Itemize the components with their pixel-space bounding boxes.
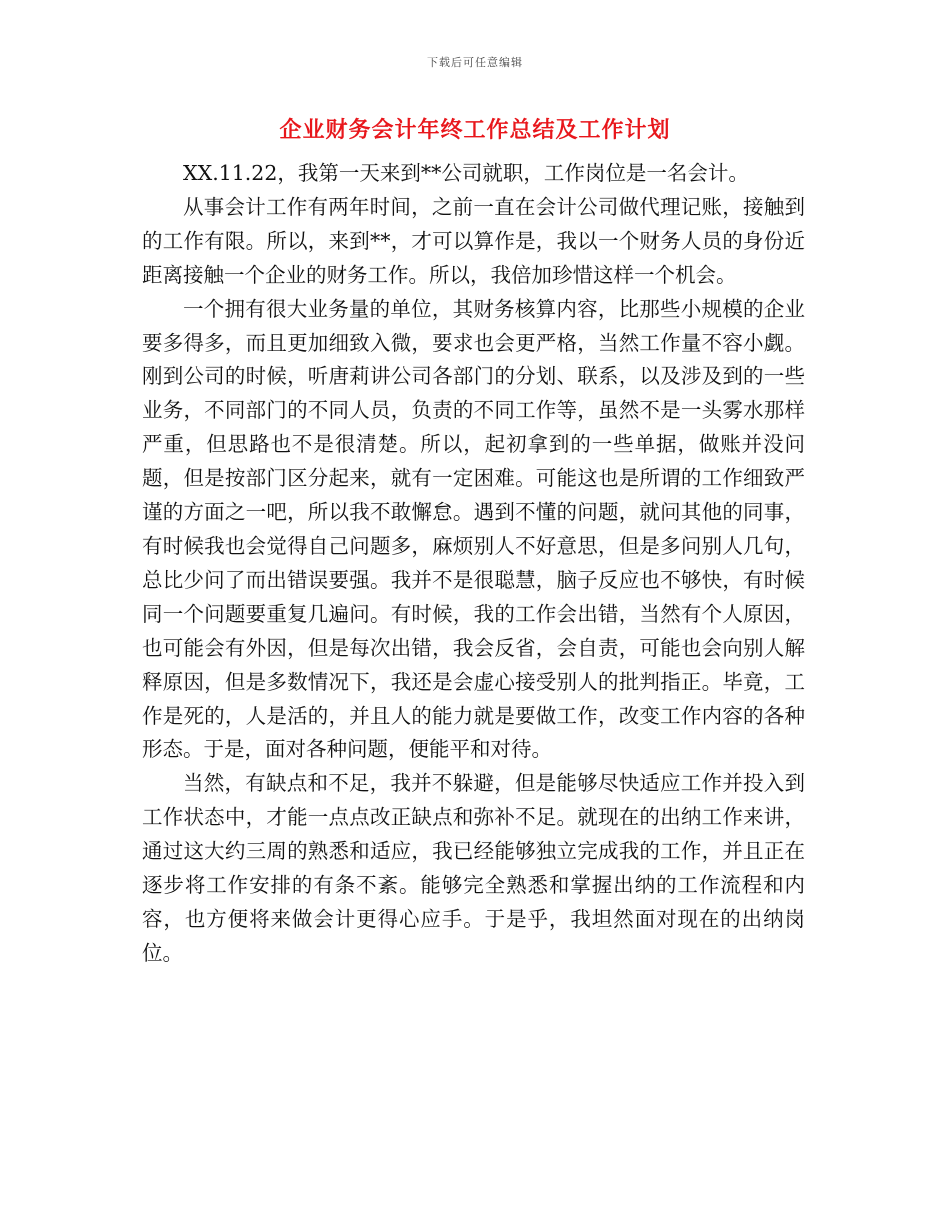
paragraph-4: 当然，有缺点和不足，我并不躲避，但是能够尽快适应工作并投入到工作状态中，才能一点点改正缺点和弥补不足。就现在的出纳工作来讲，通过这大约三周的熟悉和适应，我已经能够独立完成我的工作，并且正在逐步将工作安排的有条不紊。能够完全熟悉和掌握出纳的工作流程和内容，也方便将来做会计更得心应手。于是乎，我坦然面对现在的出纳岗位。 [142, 771, 805, 965]
header-note: 下载后可任意编辑 [427, 56, 523, 69]
paragraph-1: XX.11.22，我第一天来到**公司就职，工作岗位是一名会计。 [183, 161, 749, 185]
document-title: 企业财务会计年终工作总结及工作计划 [279, 118, 671, 143]
paragraph-3: 一个拥有很大业务量的单位，其财务核算内容，比那些小规模的企业要多得多，而且更加细致入微，要求也会更严格，当然工作量不容小觑。刚到公司的时候，听唐莉讲公司各部门的分划、联系，以及涉及到的一些业务，不同部门的不同人员，负责的不同工作等，虽然不是一头雾水那样严重，但思路也不是很清楚。所以，起初拿到的一些单据，做账并没问题，但是按部门区分起来，就有一定困难。可能这也是所谓的工作细致严谨的方面之一吧，所以我不敢懈怠。遇到不懂的问题，就问其他的同事，有时候我也会觉得自己问题多，麻烦别人不好意思，但是多问别人几句，总比少问了而出错误要强。我并不是很聪慧，脑子反应也不够快，有时候同一个问题要重复几遍问。有时候，我的工作会出错，当然有个人原因，也可能会有外因，但是每次出错，我会反省，会自责，可能也会向别人解释原因，但是多数情况下，我还是会虚心接受别人的批判指正。毕竟，工作是死的，人是活的，并且人的能力就是要做工作，改变工作内容的各种形态。于是，面对各种问题，便能平和对待。 [142, 296, 805, 762]
document-body [142, 157, 805, 971]
paragraph-2: 从事会计工作有两年时间，之前一直在会计公司做代理记账，接触到的工作有限。所以，来到**，才可以算作是，我以一个财务人员的身份近距离接触一个企业的财务工作。所以，我倍加珍惜这样一个机会。 [142, 194, 805, 287]
